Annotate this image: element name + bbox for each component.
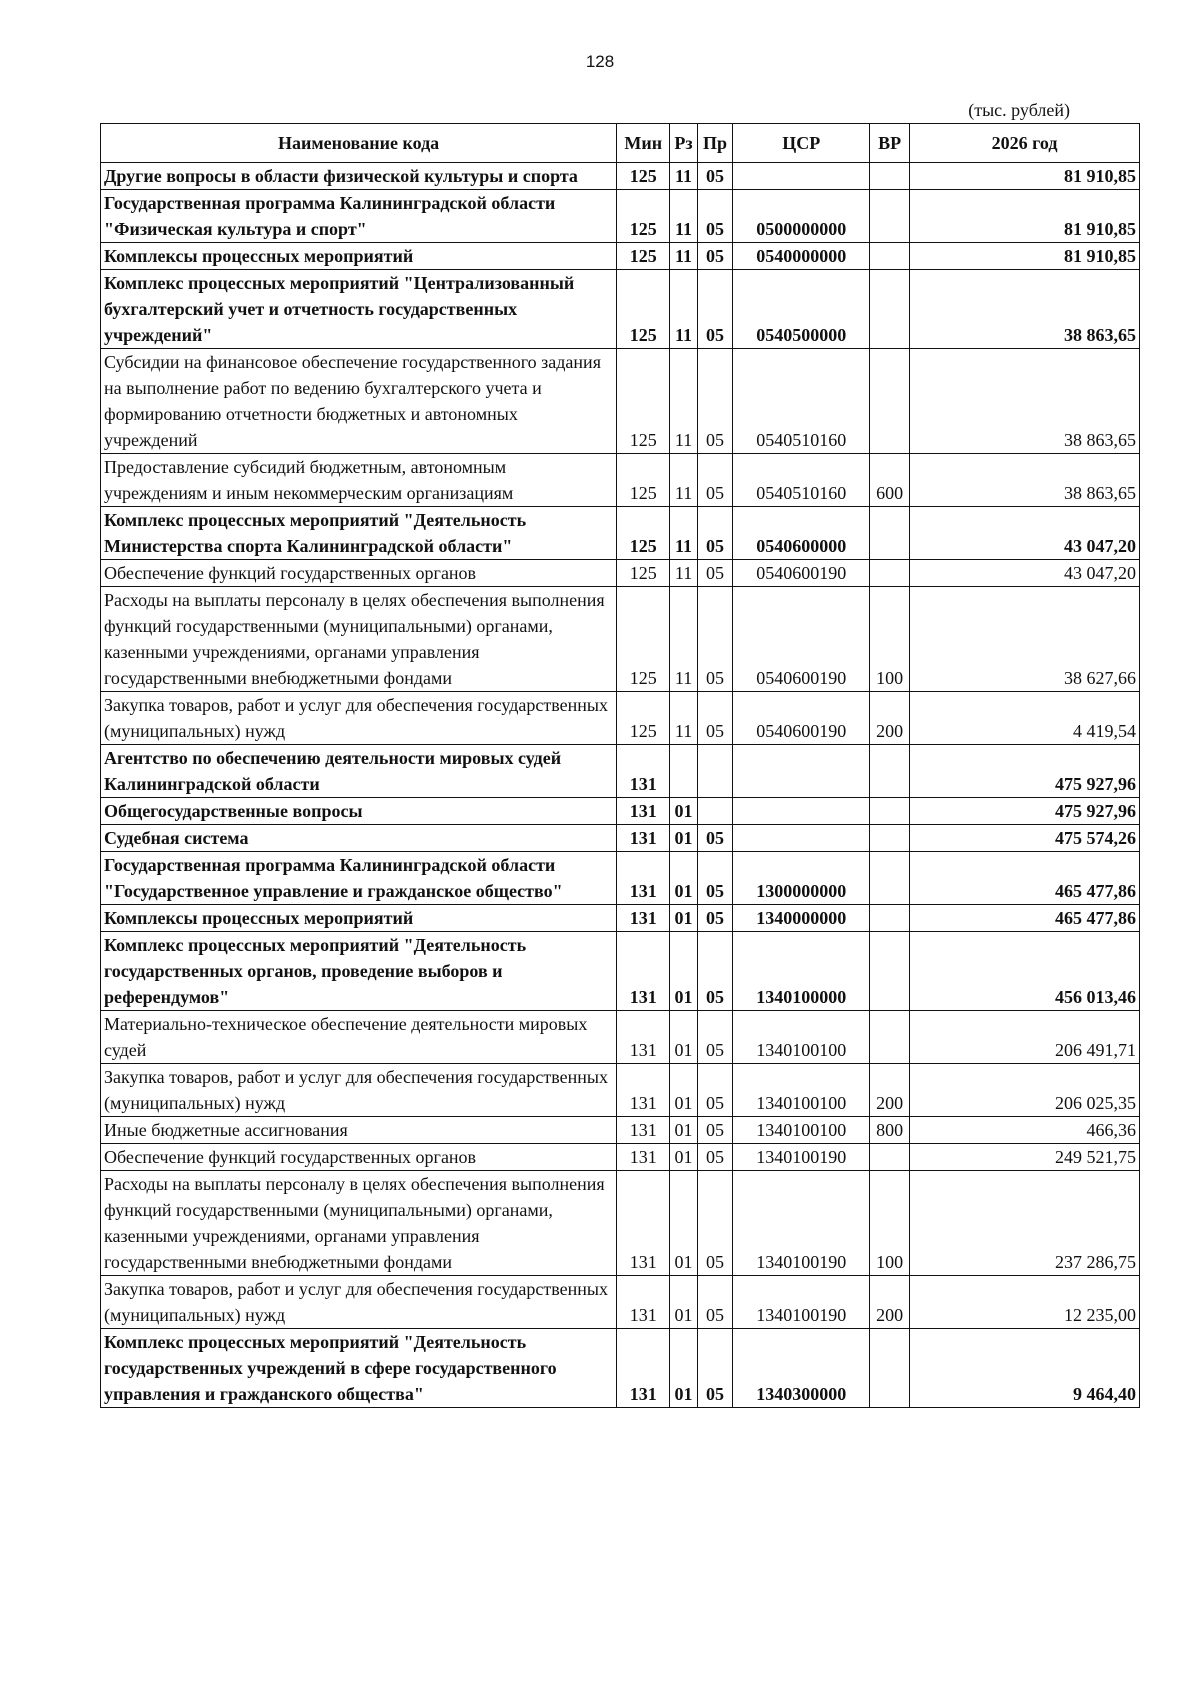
cell-pr	[697, 745, 732, 798]
cell-vr	[870, 560, 910, 587]
cell-rz: 01	[670, 852, 698, 905]
cell-min: 125	[617, 692, 670, 745]
cell-csr: 0540600190	[733, 587, 870, 692]
cell-name: Субсидии на финансовое обеспечение государственного задания на выполнение работ по ведению бухгалтерского учета и формированию отчетности бюджетных и автономных учреждений	[101, 349, 617, 454]
page-number: 128	[585, 52, 615, 71]
cell-rz: 01	[670, 1329, 698, 1408]
cell-csr	[733, 825, 870, 852]
cell-csr: 1340100190	[733, 1144, 870, 1171]
units-label: (тыс. рублей)	[968, 100, 1070, 120]
cell-name: Обеспечение функций государственных органов	[101, 1144, 617, 1171]
cell-name: Обеспечение функций государственных органов	[101, 560, 617, 587]
cell-sum: 465 477,86	[910, 905, 1140, 932]
cell-vr	[870, 1011, 910, 1064]
cell-pr: 05	[697, 1329, 732, 1408]
cell-csr: 0540600190	[733, 560, 870, 587]
cell-csr: 0540510160	[733, 349, 870, 454]
table-row	[101, 1011, 1140, 1064]
cell-rz: 01	[670, 1144, 698, 1171]
table-row	[101, 1171, 1140, 1276]
cell-name: Комплекс процессных мероприятий "Деятельность Министерства спорта Калининградской области"	[101, 507, 617, 560]
cell-min: 125	[617, 270, 670, 349]
cell-csr	[733, 745, 870, 798]
cell-rz: 01	[670, 1011, 698, 1064]
cell-min: 131	[617, 1011, 670, 1064]
cell-vr: 800	[870, 1117, 910, 1144]
cell-sum: 206 491,71	[910, 1011, 1140, 1064]
cell-sum: 12 235,00	[910, 1276, 1140, 1329]
cell-vr: 100	[870, 587, 910, 692]
cell-rz: 11	[670, 243, 698, 270]
cell-min: 131	[617, 1064, 670, 1117]
cell-pr: 05	[697, 587, 732, 692]
cell-name: Закупка товаров, работ и услуг для обеспечения государственных (муниципальных) нужд	[101, 692, 617, 745]
cell-csr: 0540500000	[733, 270, 870, 349]
cell-name: Государственная программа Калининградской области "Государственное управление и гражданское общество"	[101, 852, 617, 905]
cell-vr	[870, 798, 910, 825]
cell-sum: 475 927,96	[910, 798, 1140, 825]
table-row	[101, 692, 1140, 745]
cell-rz: 11	[670, 190, 698, 243]
cell-name: Закупка товаров, работ и услуг для обеспечения государственных (муниципальных) нужд	[101, 1276, 617, 1329]
cell-sum: 43 047,20	[910, 560, 1140, 587]
cell-rz: 11	[670, 692, 698, 745]
cell-rz: 11	[670, 587, 698, 692]
table-row	[101, 905, 1140, 932]
header-csr: ЦСР	[733, 124, 870, 163]
cell-sum: 249 521,75	[910, 1144, 1140, 1171]
table-row	[101, 454, 1140, 507]
cell-name: Материально-техническое обеспечение деятельности мировых судей	[101, 1011, 617, 1064]
cell-min: 131	[617, 745, 670, 798]
cell-vr: 600	[870, 454, 910, 507]
header-pr: Пр	[697, 124, 732, 163]
cell-vr	[870, 825, 910, 852]
table-row	[101, 190, 1140, 243]
cell-vr	[870, 905, 910, 932]
cell-min: 125	[617, 507, 670, 560]
cell-pr: 05	[697, 560, 732, 587]
cell-min: 125	[617, 243, 670, 270]
cell-csr: 0540600190	[733, 692, 870, 745]
cell-sum: 38 627,66	[910, 587, 1140, 692]
cell-vr: 100	[870, 1171, 910, 1276]
cell-vr	[870, 349, 910, 454]
cell-pr: 05	[697, 1276, 732, 1329]
cell-csr: 0540510160	[733, 454, 870, 507]
cell-sum: 206 025,35	[910, 1064, 1140, 1117]
cell-pr: 05	[697, 1064, 732, 1117]
header-year: 2026 год	[910, 124, 1140, 163]
cell-min: 125	[617, 454, 670, 507]
cell-name: Расходы на выплаты персоналу в целях обеспечения выполнения функций государственными (муниципальными) органами, казенными учреждениями, органами управления государственными внебюджетными фондами	[101, 587, 617, 692]
cell-sum: 43 047,20	[910, 507, 1140, 560]
cell-min: 131	[617, 905, 670, 932]
header-min: Мин	[617, 124, 670, 163]
cell-name: Агентство по обеспечению деятельности мировых судей Калининградской области	[101, 745, 617, 798]
table-row	[101, 1064, 1140, 1117]
cell-sum: 475 574,26	[910, 825, 1140, 852]
cell-name: Предоставление субсидий бюджетным, автономным учреждениям и иным некоммерческим организациям	[101, 454, 617, 507]
cell-min: 125	[617, 349, 670, 454]
cell-sum: 466,36	[910, 1117, 1140, 1144]
cell-sum: 237 286,75	[910, 1171, 1140, 1276]
table-row	[101, 1329, 1140, 1408]
table-header	[101, 124, 1140, 163]
cell-pr: 05	[697, 825, 732, 852]
cell-csr	[733, 798, 870, 825]
table-row	[101, 932, 1140, 1011]
cell-rz: 01	[670, 905, 698, 932]
cell-vr	[870, 190, 910, 243]
cell-rz: 01	[670, 1276, 698, 1329]
table-row	[101, 270, 1140, 349]
cell-sum: 81 910,85	[910, 243, 1140, 270]
table-row	[101, 163, 1140, 190]
cell-vr	[870, 507, 910, 560]
cell-vr: 200	[870, 692, 910, 745]
table-row	[101, 1276, 1140, 1329]
cell-csr: 1340100100	[733, 1011, 870, 1064]
cell-rz: 11	[670, 507, 698, 560]
table-row	[101, 243, 1140, 270]
table-body	[101, 163, 1140, 1408]
cell-name: Государственная программа Калининградской области "Физическая культура и спорт"	[101, 190, 617, 243]
cell-csr: 0500000000	[733, 190, 870, 243]
cell-min: 131	[617, 1329, 670, 1408]
table-row	[101, 798, 1140, 825]
cell-min: 131	[617, 1144, 670, 1171]
cell-min: 131	[617, 1117, 670, 1144]
cell-name: Закупка товаров, работ и услуг для обеспечения государственных (муниципальных) нужд	[101, 1064, 617, 1117]
cell-vr	[870, 852, 910, 905]
cell-csr: 1300000000	[733, 852, 870, 905]
cell-sum: 38 863,65	[910, 454, 1140, 507]
cell-pr: 05	[697, 507, 732, 560]
cell-pr: 05	[697, 163, 732, 190]
cell-vr	[870, 163, 910, 190]
table-row	[101, 825, 1140, 852]
cell-min: 131	[617, 825, 670, 852]
cell-pr: 05	[697, 1011, 732, 1064]
cell-name: Комплекс процессных мероприятий "Деятельность государственных учреждений в сфере государственного управления и гражданского общества"	[101, 1329, 617, 1408]
cell-rz: 01	[670, 1064, 698, 1117]
cell-rz: 01	[670, 932, 698, 1011]
cell-rz: 01	[670, 1171, 698, 1276]
cell-min: 131	[617, 1171, 670, 1276]
cell-min: 125	[617, 560, 670, 587]
table-row	[101, 587, 1140, 692]
table-row	[101, 745, 1140, 798]
cell-pr: 05	[697, 852, 732, 905]
cell-vr: 200	[870, 1276, 910, 1329]
cell-sum: 4 419,54	[910, 692, 1140, 745]
cell-rz: 11	[670, 560, 698, 587]
cell-pr: 05	[697, 1171, 732, 1276]
cell-min: 131	[617, 932, 670, 1011]
cell-rz: 11	[670, 454, 698, 507]
cell-sum: 465 477,86	[910, 852, 1140, 905]
cell-sum: 475 927,96	[910, 745, 1140, 798]
cell-name: Иные бюджетные ассигнования	[101, 1117, 617, 1144]
cell-min: 125	[617, 190, 670, 243]
cell-pr	[697, 798, 732, 825]
cell-rz: 01	[670, 825, 698, 852]
cell-name: Комплекс процессных мероприятий "Централизованный бухгалтерский учет и отчетность государственных учреждений"	[101, 270, 617, 349]
table-row	[101, 349, 1140, 454]
cell-vr	[870, 932, 910, 1011]
cell-vr	[870, 243, 910, 270]
header-vr: ВР	[870, 124, 910, 163]
cell-csr: 1340100190	[733, 1171, 870, 1276]
cell-name: Комплексы процессных мероприятий	[101, 243, 617, 270]
table-row	[101, 1117, 1140, 1144]
cell-rz: 01	[670, 1117, 698, 1144]
cell-vr	[870, 1329, 910, 1408]
cell-pr: 05	[697, 243, 732, 270]
cell-vr	[870, 745, 910, 798]
cell-pr: 05	[697, 190, 732, 243]
cell-csr: 1340300000	[733, 1329, 870, 1408]
cell-rz: 11	[670, 163, 698, 190]
cell-sum: 81 910,85	[910, 190, 1140, 243]
header-rz: Рз	[670, 124, 698, 163]
cell-name: Другие вопросы в области физической культуры и спорта	[101, 163, 617, 190]
cell-min: 125	[617, 587, 670, 692]
cell-vr	[870, 1144, 910, 1171]
cell-min: 131	[617, 798, 670, 825]
table-row	[101, 1144, 1140, 1171]
table-row	[101, 560, 1140, 587]
cell-csr: 1340000000	[733, 905, 870, 932]
cell-min: 131	[617, 1276, 670, 1329]
cell-pr: 05	[697, 270, 732, 349]
cell-rz: 01	[670, 798, 698, 825]
cell-pr: 05	[697, 692, 732, 745]
cell-csr: 1340100190	[733, 1276, 870, 1329]
cell-name: Расходы на выплаты персоналу в целях обеспечения выполнения функций государственными (муниципальными) органами, казенными учреждениями, органами управления государственными внебюджетными фондами	[101, 1171, 617, 1276]
cell-csr: 0540600000	[733, 507, 870, 560]
budget-table	[100, 123, 1140, 1408]
table-row	[101, 852, 1140, 905]
cell-pr: 05	[697, 932, 732, 1011]
cell-sum: 38 863,65	[910, 270, 1140, 349]
cell-pr: 05	[697, 1117, 732, 1144]
cell-csr: 0540000000	[733, 243, 870, 270]
cell-rz: 11	[670, 270, 698, 349]
table-row	[101, 507, 1140, 560]
cell-vr: 200	[870, 1064, 910, 1117]
cell-rz: 11	[670, 349, 698, 454]
header-row	[101, 124, 1140, 163]
cell-sum: 456 013,46	[910, 932, 1140, 1011]
cell-name: Комплекс процессных мероприятий "Деятельность государственных органов, проведение выборов и референдумов"	[101, 932, 617, 1011]
cell-pr: 05	[697, 454, 732, 507]
cell-min: 131	[617, 852, 670, 905]
cell-csr	[733, 163, 870, 190]
cell-name: Судебная система	[101, 825, 617, 852]
cell-name: Комплексы процессных мероприятий	[101, 905, 617, 932]
cell-min: 125	[617, 163, 670, 190]
cell-pr: 05	[697, 905, 732, 932]
cell-sum: 38 863,65	[910, 349, 1140, 454]
header-name: Наименование кода	[101, 124, 617, 163]
cell-vr	[870, 270, 910, 349]
cell-rz	[670, 745, 698, 798]
cell-csr: 1340100000	[733, 932, 870, 1011]
cell-pr: 05	[697, 349, 732, 454]
cell-csr: 1340100100	[733, 1064, 870, 1117]
cell-csr: 1340100100	[733, 1117, 870, 1144]
cell-sum: 9 464,40	[910, 1329, 1140, 1408]
cell-sum: 81 910,85	[910, 163, 1140, 190]
cell-pr: 05	[697, 1144, 732, 1171]
cell-name: Общегосударственные вопросы	[101, 798, 617, 825]
